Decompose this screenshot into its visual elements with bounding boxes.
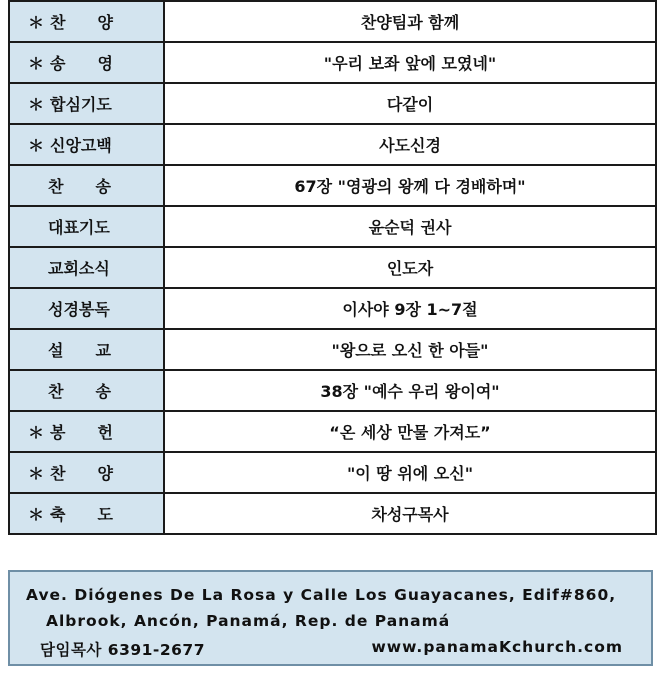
order-label-text: 찬 양 xyxy=(50,464,113,483)
order-label-text: 대표기도 xyxy=(48,218,110,237)
order-label-text: 송 영 xyxy=(50,54,113,73)
order-label-text: 찬 송 xyxy=(48,177,111,196)
order-content: 인도자 xyxy=(164,247,656,288)
order-label xyxy=(10,502,113,525)
order-row xyxy=(9,1,656,42)
order-label-cell xyxy=(9,165,164,206)
order-row xyxy=(9,288,656,329)
order-label-text: 봉 헌 xyxy=(50,423,113,442)
order-content: "이 땅 위에 오신" xyxy=(164,452,656,493)
order-content: 윤순덕 권사 xyxy=(164,206,656,247)
order-label xyxy=(10,379,111,402)
stand-marker: ＊ xyxy=(28,505,45,524)
order-label xyxy=(10,215,110,238)
order-label-text: 설 교 xyxy=(48,341,111,360)
order-content: 다같이 xyxy=(164,83,656,124)
order-label xyxy=(10,10,113,33)
order-label xyxy=(10,338,111,361)
order-label-cell xyxy=(9,42,164,83)
order-label-text: 성경봉독 xyxy=(48,300,110,319)
order-row xyxy=(9,165,656,206)
order-row xyxy=(9,247,656,288)
order-label xyxy=(10,297,110,320)
worship-order-table xyxy=(8,0,657,535)
order-row xyxy=(9,124,656,165)
order-label xyxy=(10,256,110,279)
order-label xyxy=(10,461,113,484)
order-label-text: 교회소식 xyxy=(48,259,110,278)
order-row xyxy=(9,452,656,493)
order-label-cell xyxy=(9,370,164,411)
order-row xyxy=(9,42,656,83)
order-label xyxy=(10,51,113,74)
stand-marker: ＊ xyxy=(28,95,45,114)
order-label-text: 찬 양 xyxy=(50,13,113,32)
address-line-1: Ave. Diógenes De La Rosa y Calle Los Guayacanes, Edif#860, xyxy=(26,586,617,604)
order-content: 이사야 9장 1~7절 xyxy=(164,288,656,329)
order-label-text: 축 도 xyxy=(50,505,113,524)
order-label xyxy=(10,174,111,197)
order-row xyxy=(9,206,656,247)
order-label-cell xyxy=(9,329,164,370)
stand-marker: ＊ xyxy=(28,423,45,442)
order-row xyxy=(9,411,656,452)
order-label xyxy=(10,420,113,443)
order-content: "우리 보좌 앞에 모였네" xyxy=(164,42,656,83)
order-content: 67장 "영광의 왕께 다 경배하며" xyxy=(164,165,656,206)
stand-marker: ＊ xyxy=(28,54,45,73)
order-label xyxy=(10,92,112,115)
order-label-cell xyxy=(9,493,164,534)
order-label-cell xyxy=(9,83,164,124)
order-label-text: 합심기도 xyxy=(50,95,112,114)
order-content: 차성구목사 xyxy=(164,493,656,534)
order-label-cell xyxy=(9,288,164,329)
pastor-phone: 담임목사 6391-2677 xyxy=(40,641,206,659)
order-content: 찬양팀과 함께 xyxy=(164,1,656,42)
order-label-cell xyxy=(9,1,164,42)
order-row xyxy=(9,83,656,124)
order-content: "왕으로 오신 한 아들" xyxy=(164,329,656,370)
order-content: “온 세상 만물 가져도” xyxy=(164,411,656,452)
website-link[interactable]: www.panamaKchurch.com xyxy=(371,638,623,656)
order-label-cell xyxy=(9,206,164,247)
order-row xyxy=(9,493,656,534)
order-row xyxy=(9,370,656,411)
order-label-cell xyxy=(9,411,164,452)
stand-marker: ＊ xyxy=(28,464,45,483)
order-row xyxy=(9,329,656,370)
order-label-cell xyxy=(9,247,164,288)
address-line-2: Albrook, Ancón, Panamá, Rep. de Panamá xyxy=(46,612,451,630)
order-label-text: 찬 송 xyxy=(48,382,111,401)
order-content: 사도신경 xyxy=(164,124,656,165)
stand-marker: ＊ xyxy=(28,13,45,32)
order-content: 38장 "예수 우리 왕이여" xyxy=(164,370,656,411)
stand-marker: ＊ xyxy=(28,136,45,155)
order-label-cell xyxy=(9,124,164,165)
church-info-footer xyxy=(8,570,653,666)
order-label-text: 신앙고백 xyxy=(50,136,112,155)
order-label xyxy=(10,133,112,156)
order-label-cell xyxy=(9,452,164,493)
